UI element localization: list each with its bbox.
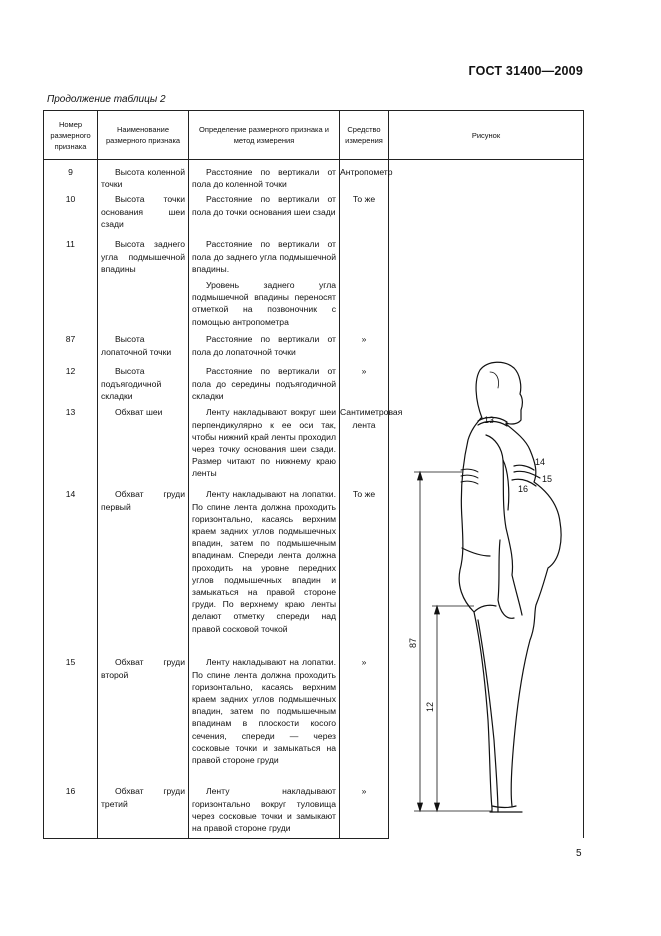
label-chest-15: 15: [542, 474, 553, 484]
row-tool: Сантиметровая лента: [340, 403, 389, 485]
row-name: Обхват груди третий: [98, 782, 189, 838]
table-continuation-caption: Продолжение таблицы 2: [47, 94, 166, 105]
col-header-definition: Определение размерного признака и метод измерения: [189, 111, 340, 160]
table-header-row: [44, 111, 584, 160]
row-definition: Расстояние по вертикали от пола до лопаточной точки: [189, 330, 340, 362]
row-tool: »: [340, 653, 389, 782]
row-tool: »: [340, 330, 389, 362]
row-tool: »: [340, 782, 389, 838]
row-name: Высота коленной точки: [98, 160, 189, 191]
row-number: 15: [44, 653, 98, 782]
row-number: 12: [44, 362, 98, 403]
row-name: Обхват груди второй: [98, 653, 189, 782]
figure-chest-tape-1: [514, 465, 534, 470]
row-definition: Ленту накладывают на лопатки. По спине лента должна проходить горизонтально, касаясь верхним краем задних углов подмышечных впадин, затем по подмышечным впадинам в плоскости косого сечения, спереди — через сосковые точки и замыкаться на правой стороне груди: [189, 653, 340, 782]
row-number: 16: [44, 782, 98, 838]
document-code: ГОСТ 31400—2009: [468, 64, 583, 78]
row-number: 9: [44, 160, 98, 191]
body-measurement-figure: [386, 160, 581, 838]
page-number: 5: [576, 848, 582, 859]
row-name: Обхват груди первый: [98, 485, 189, 653]
row-tool: [340, 235, 389, 330]
row-definition: Расстояние по вертикали от пола до коленной точки: [189, 160, 340, 191]
row-number: 11: [44, 235, 98, 330]
row-tool: То же: [340, 485, 389, 653]
row-definition: Расстояние по вертикали от пола до заднего угла подмышечной впадины. Уровень заднего угла подмышечной впадины переносят отметкой на позвоночник с помощью антропометра: [189, 235, 340, 330]
label-neck-13: 13: [484, 415, 495, 425]
row-name: Обхват шеи: [98, 403, 189, 485]
row-definition: Ленту накладывают на лопатки. По спине лента должна проходить горизонтально, касаясь верхним краем задних углов подмышечных впадин, затем по подмышечным впадинам. Спереди лента должна проходить на уровне передних углов подмышечных впадин и замыкаться на правой стороне груди. По верхнему краю ленты делают отметку спереди над правой сосковой точкой: [189, 485, 340, 653]
label-chest-14: 14: [535, 457, 546, 467]
row-number: 13: [44, 403, 98, 485]
col-header-tool: Средство измерения: [340, 111, 389, 160]
row-definition: Расстояние по вертикали от пола до точки основания шеи сзади: [189, 190, 340, 235]
row-definition: Ленту накладывают горизонтально вокруг туловища через сосковые точки и замыкают на правой стороне груди: [189, 782, 340, 838]
col-header-number: Номер размерного признака: [44, 111, 98, 160]
col-header-figure: Рисунок: [389, 111, 584, 160]
row-name: Высота точки основания шеи сзади: [98, 190, 189, 235]
row-tool: То же: [340, 190, 389, 235]
row-name: Высота подъягодичной складки: [98, 362, 189, 403]
figure-front-outline: [506, 424, 561, 806]
row-tool: »: [340, 362, 389, 403]
row-name: Высота лопаточной точки: [98, 330, 189, 362]
label-dimension-87: 87: [408, 637, 418, 648]
row-tool: Антропометр: [340, 160, 389, 191]
row-number: 87: [44, 330, 98, 362]
row-name: Высота заднего угла подмышечной впадины: [98, 235, 189, 330]
col-header-name: Наименование размерного признака: [98, 111, 189, 160]
row-definition: Расстояние по вертикали от пола до середины подъягодичной складки: [189, 362, 340, 403]
row-definition: Ленту накладывают вокруг шеи перпендикулярно к ее оси так, чтобы нижний край ленты проходил через точку основания шеи сзади. Размер читают по нижнему краю ленты: [189, 403, 340, 485]
figure-head-outline: [476, 362, 522, 424]
label-chest-16: 16: [518, 484, 529, 494]
row-number: 14: [44, 485, 98, 653]
label-dimension-12: 12: [425, 701, 435, 712]
row-number: 10: [44, 190, 98, 235]
